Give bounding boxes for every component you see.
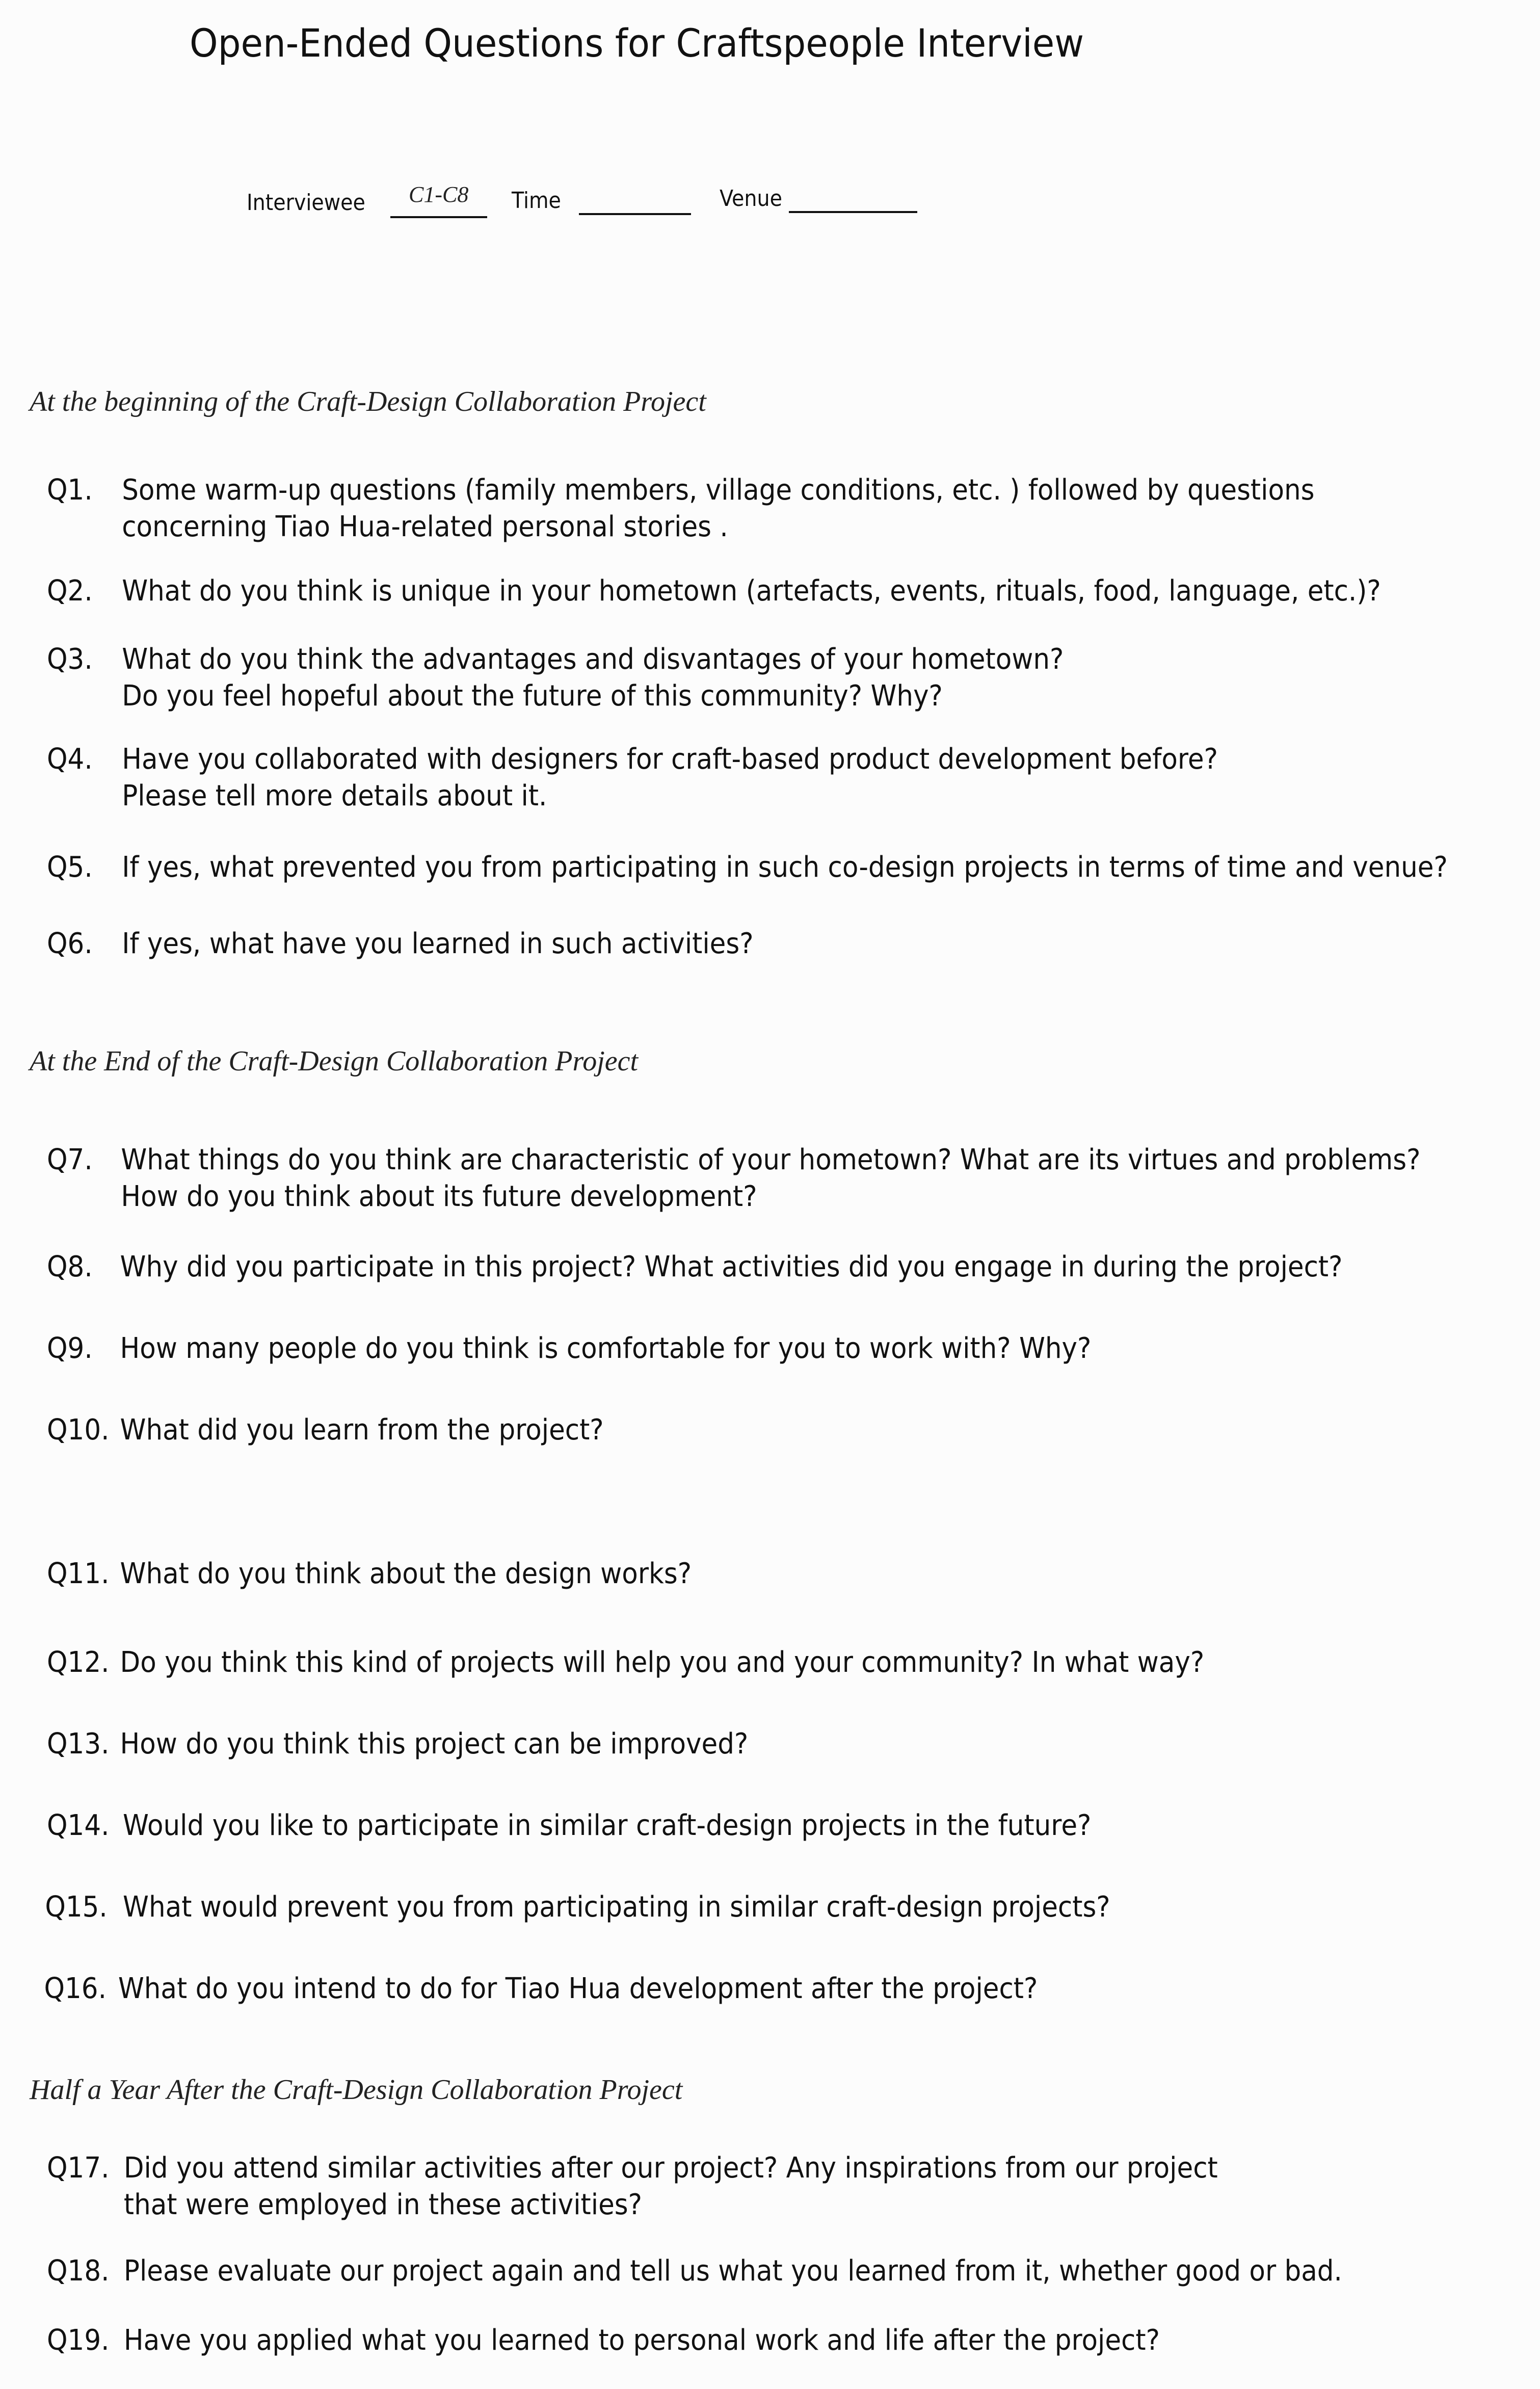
question-number: Q11.: [47, 1557, 110, 1590]
question-number: Q19.: [47, 2324, 110, 2357]
section-heading-half-year: Half a Year After the Craft-Design Collaboration Project: [30, 2074, 683, 2106]
question-line-2: How do you think about its future development?: [121, 1180, 757, 1213]
time-label: Time: [512, 188, 561, 214]
venue-blank-line: [789, 211, 917, 213]
question-text: [120, 1330, 1092, 1367]
question-text: [120, 1726, 749, 1763]
question-number: Q9.: [47, 1332, 93, 1365]
question-line-1: Have you collaborated with designers for craft-based product development before?: [122, 743, 1218, 776]
question-line-1: Why did you participate in this project? What activities did you engage in during the project?: [120, 1250, 1343, 1283]
question-text: [118, 1971, 1038, 2007]
question-text: [120, 1249, 1343, 1285]
question-text: [122, 926, 753, 962]
question-text: [124, 2150, 1218, 2223]
question-number: Q10.: [47, 1413, 110, 1447]
question-number: Q13.: [47, 1727, 110, 1761]
question-number: Q4.: [47, 743, 93, 776]
question-number: Q12.: [47, 1646, 110, 1679]
question-number: Q16.: [44, 1972, 107, 2005]
question-line-2: Please tell more details about it.: [122, 779, 547, 812]
question-line-1: What did you learn from the project?: [120, 1413, 604, 1447]
interviewee-value[interactable]: C1-C8: [409, 182, 469, 207]
question-number: Q6.: [47, 927, 93, 960]
question-line-1: How do you think this project can be improved?: [120, 1727, 749, 1761]
question-number: Q18.: [47, 2254, 110, 2288]
question-line-1: Would you like to participate in similar craft-design projects in the future?: [123, 1809, 1092, 1842]
question-text: [122, 472, 1314, 545]
question-text: [120, 1412, 604, 1449]
question-text: [122, 641, 1064, 715]
question-text: [120, 1556, 692, 1592]
question-line-1: What things do you think are characteristic of your hometown? What are its virtues and problems?: [121, 1143, 1421, 1176]
question-line-1: Have you applied what you learned to personal work and life after the project?: [123, 2324, 1160, 2357]
question-line-1: What would prevent you from participating in similar craft-design projects?: [123, 1891, 1110, 1924]
interviewee-blank-line: [390, 216, 487, 218]
question-line-1: Did you attend similar activities after our project? Any inspirations from our project: [123, 2151, 1218, 2185]
question-line-1: Please evaluate our project again and tell us what you learned from it, whether good or bad.: [123, 2254, 1342, 2288]
question-line-2: concerning Tiao Hua-related personal stories .: [122, 510, 728, 543]
document-title: Open-Ended Questions for Craftspeople Interview: [190, 20, 1084, 66]
question-text: [122, 741, 1218, 815]
question-line-2: that were employed in these activities?: [123, 2188, 642, 2221]
question-text: [120, 1644, 1205, 1681]
question-number: Q5.: [47, 851, 93, 884]
question-text: [123, 1889, 1110, 1926]
question-line-1: Some warm-up questions (family members, village conditions, etc. ) followed by questions: [122, 474, 1315, 507]
question-text: [123, 1807, 1091, 1844]
question-number: Q17.: [47, 2151, 110, 2185]
question-line-1: If yes, what have you learned in such activities?: [122, 927, 754, 960]
question-line-1: What do you think is unique in your hometown (artefacts, events, rituals, food, language, etc.)?: [122, 574, 1381, 608]
section-heading-beginning: At the beginning of the Craft-Design Collaboration Project: [30, 386, 706, 417]
question-text: [124, 2253, 1342, 2290]
question-text: [122, 849, 1448, 886]
question-number: Q2.: [47, 574, 93, 608]
question-line-1: Do you think this kind of projects will help you and your community? In what way?: [120, 1646, 1205, 1679]
time-blank-line: [579, 213, 691, 215]
question-text: [124, 2322, 1160, 2359]
question-number: Q7.: [47, 1143, 93, 1176]
question-line-1: What do you think about the design works?: [120, 1557, 692, 1590]
section-heading-end: At the End of the Craft-Design Collaboration Project: [30, 1045, 639, 1077]
question-text: [122, 573, 1381, 610]
question-line-1: How many people do you think is comfortable for you to work with? Why?: [120, 1332, 1092, 1365]
question-line-1: What do you intend to do for Tiao Hua development after the project?: [118, 1972, 1038, 2005]
question-line-2: Do you feel hopeful about the future of this community? Why?: [122, 679, 943, 713]
question-line-1: If yes, what prevented you from participating in such co-design projects in terms of time and venue?: [122, 851, 1448, 884]
venue-label: Venue: [720, 186, 782, 212]
question-number: Q3.: [47, 643, 93, 676]
question-number: Q14.: [47, 1809, 110, 1842]
interviewee-label: Interviewee: [247, 190, 365, 216]
question-line-1: What do you think the advantages and disvantages of your hometown?: [122, 643, 1064, 676]
question-number: Q8.: [47, 1250, 93, 1283]
question-number: Q15.: [45, 1891, 108, 1924]
question-number: Q1.: [47, 474, 93, 507]
question-text: [121, 1142, 1420, 1215]
